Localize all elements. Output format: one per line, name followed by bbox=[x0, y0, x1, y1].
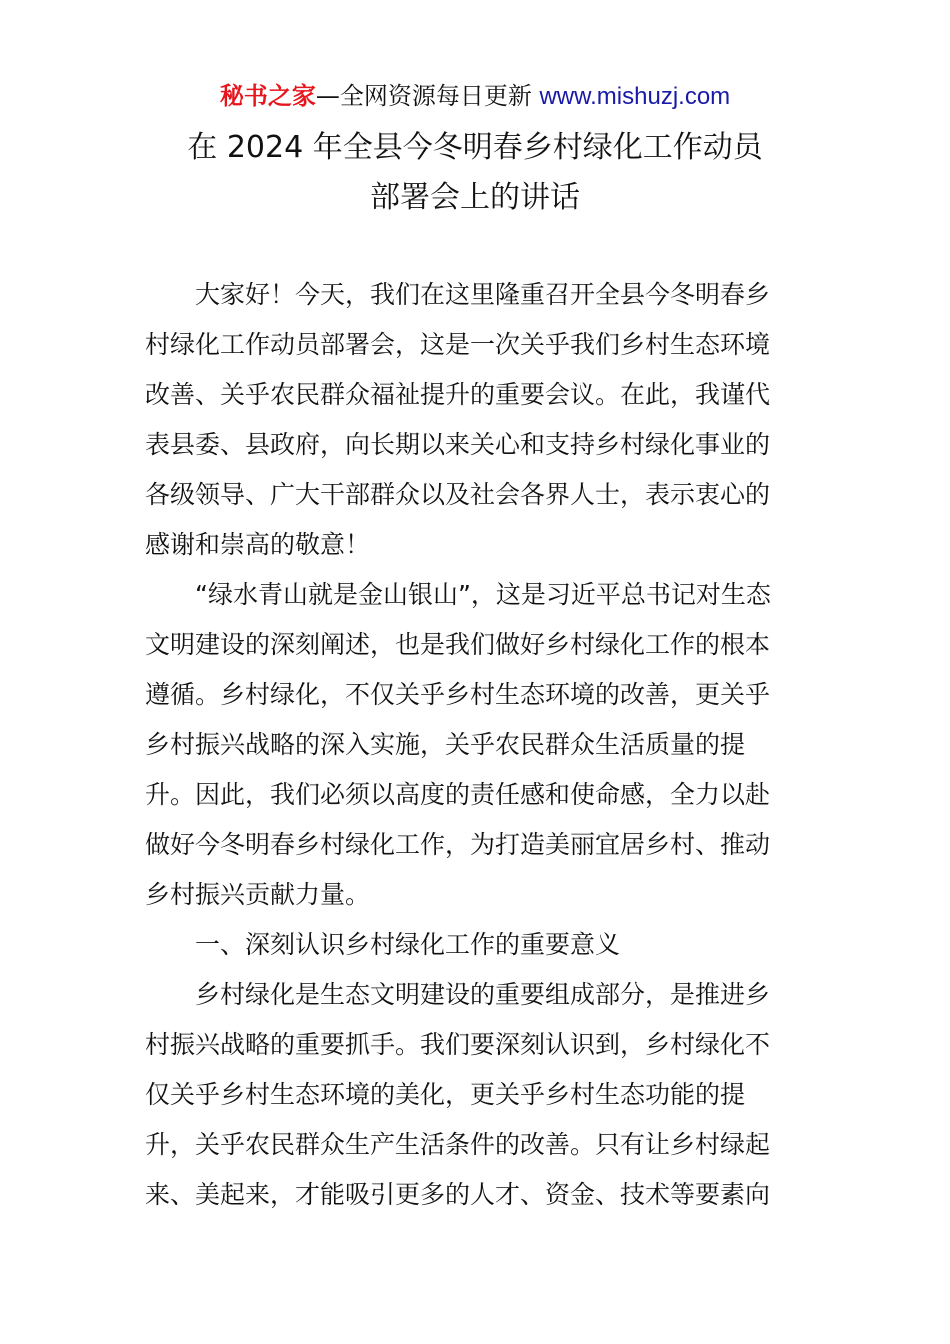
document-body bbox=[145, 270, 807, 1220]
text-line: 来、美起来，才能吸引更多的人才、资金、技术等要素向 bbox=[145, 1180, 771, 1209]
document-title-line-2: 部署会上的讲话 bbox=[370, 180, 580, 215]
site-url[interactable]: www.mishuzj.com bbox=[539, 83, 731, 110]
text-line: 乡村振兴贡献力量。 bbox=[145, 880, 371, 909]
text-line: 乡村振兴战略的深入实施，关乎农民群众生活质量的提 bbox=[145, 730, 746, 759]
text-line: “绿水青山就是金山银山”，这是习近平总书记对生态 bbox=[195, 580, 771, 609]
site-banner bbox=[0, 80, 950, 113]
document-title-line-1: 在 2024 年全县今冬明春乡村绿化工作动员 bbox=[187, 130, 763, 165]
text-line: 升。因此，我们必须以高度的责任感和使命感，全力以赴 bbox=[145, 780, 771, 809]
text-line: 文明建设的深刻阐述，也是我们做好乡村绿化工作的根本 bbox=[145, 630, 771, 659]
text-line: 改善、关乎农民群众福祉提升的重要会议。在此，我谨代 bbox=[145, 380, 771, 409]
text-line: 感谢和崇高的敬意！ bbox=[145, 530, 371, 559]
banner-tagline: —全网资源每日更新 bbox=[315, 82, 532, 110]
text-line: 村振兴战略的重要抓手。我们要深刻认识到，乡村绿化不 bbox=[145, 1030, 771, 1059]
text-line: 仅关乎乡村生态环境的美化，更关乎乡村生态功能的提 bbox=[145, 1080, 746, 1109]
brand-name: 秘书之家 bbox=[219, 82, 316, 110]
text-line: 升，关乎农民群众生产生活条件的改善。只有让乡村绿起 bbox=[145, 1130, 771, 1159]
text-line: 遵循。乡村绿化，不仅关乎乡村生态环境的改善，更关乎 bbox=[145, 680, 771, 709]
section-heading: 一、深刻认识乡村绿化工作的重要意义 bbox=[195, 930, 621, 959]
text-line: 表县委、县政府，向长期以来关心和支持乡村绿化事业的 bbox=[145, 430, 771, 459]
text-line: 乡村绿化是生态文明建设的重要组成部分，是推进乡 bbox=[195, 980, 771, 1009]
text-line: 大家好！今天，我们在这里隆重召开全县今冬明春乡 bbox=[195, 280, 771, 309]
text-line: 各级领导、广大干部群众以及社会各界人士，表示衷心的 bbox=[145, 480, 771, 509]
text-line: 村绿化工作动员部署会，这是一次关乎我们乡村生态环境 bbox=[145, 330, 771, 359]
text-line: 做好今冬明春乡村绿化工作，为打造美丽宜居乡村、推动 bbox=[145, 830, 771, 859]
